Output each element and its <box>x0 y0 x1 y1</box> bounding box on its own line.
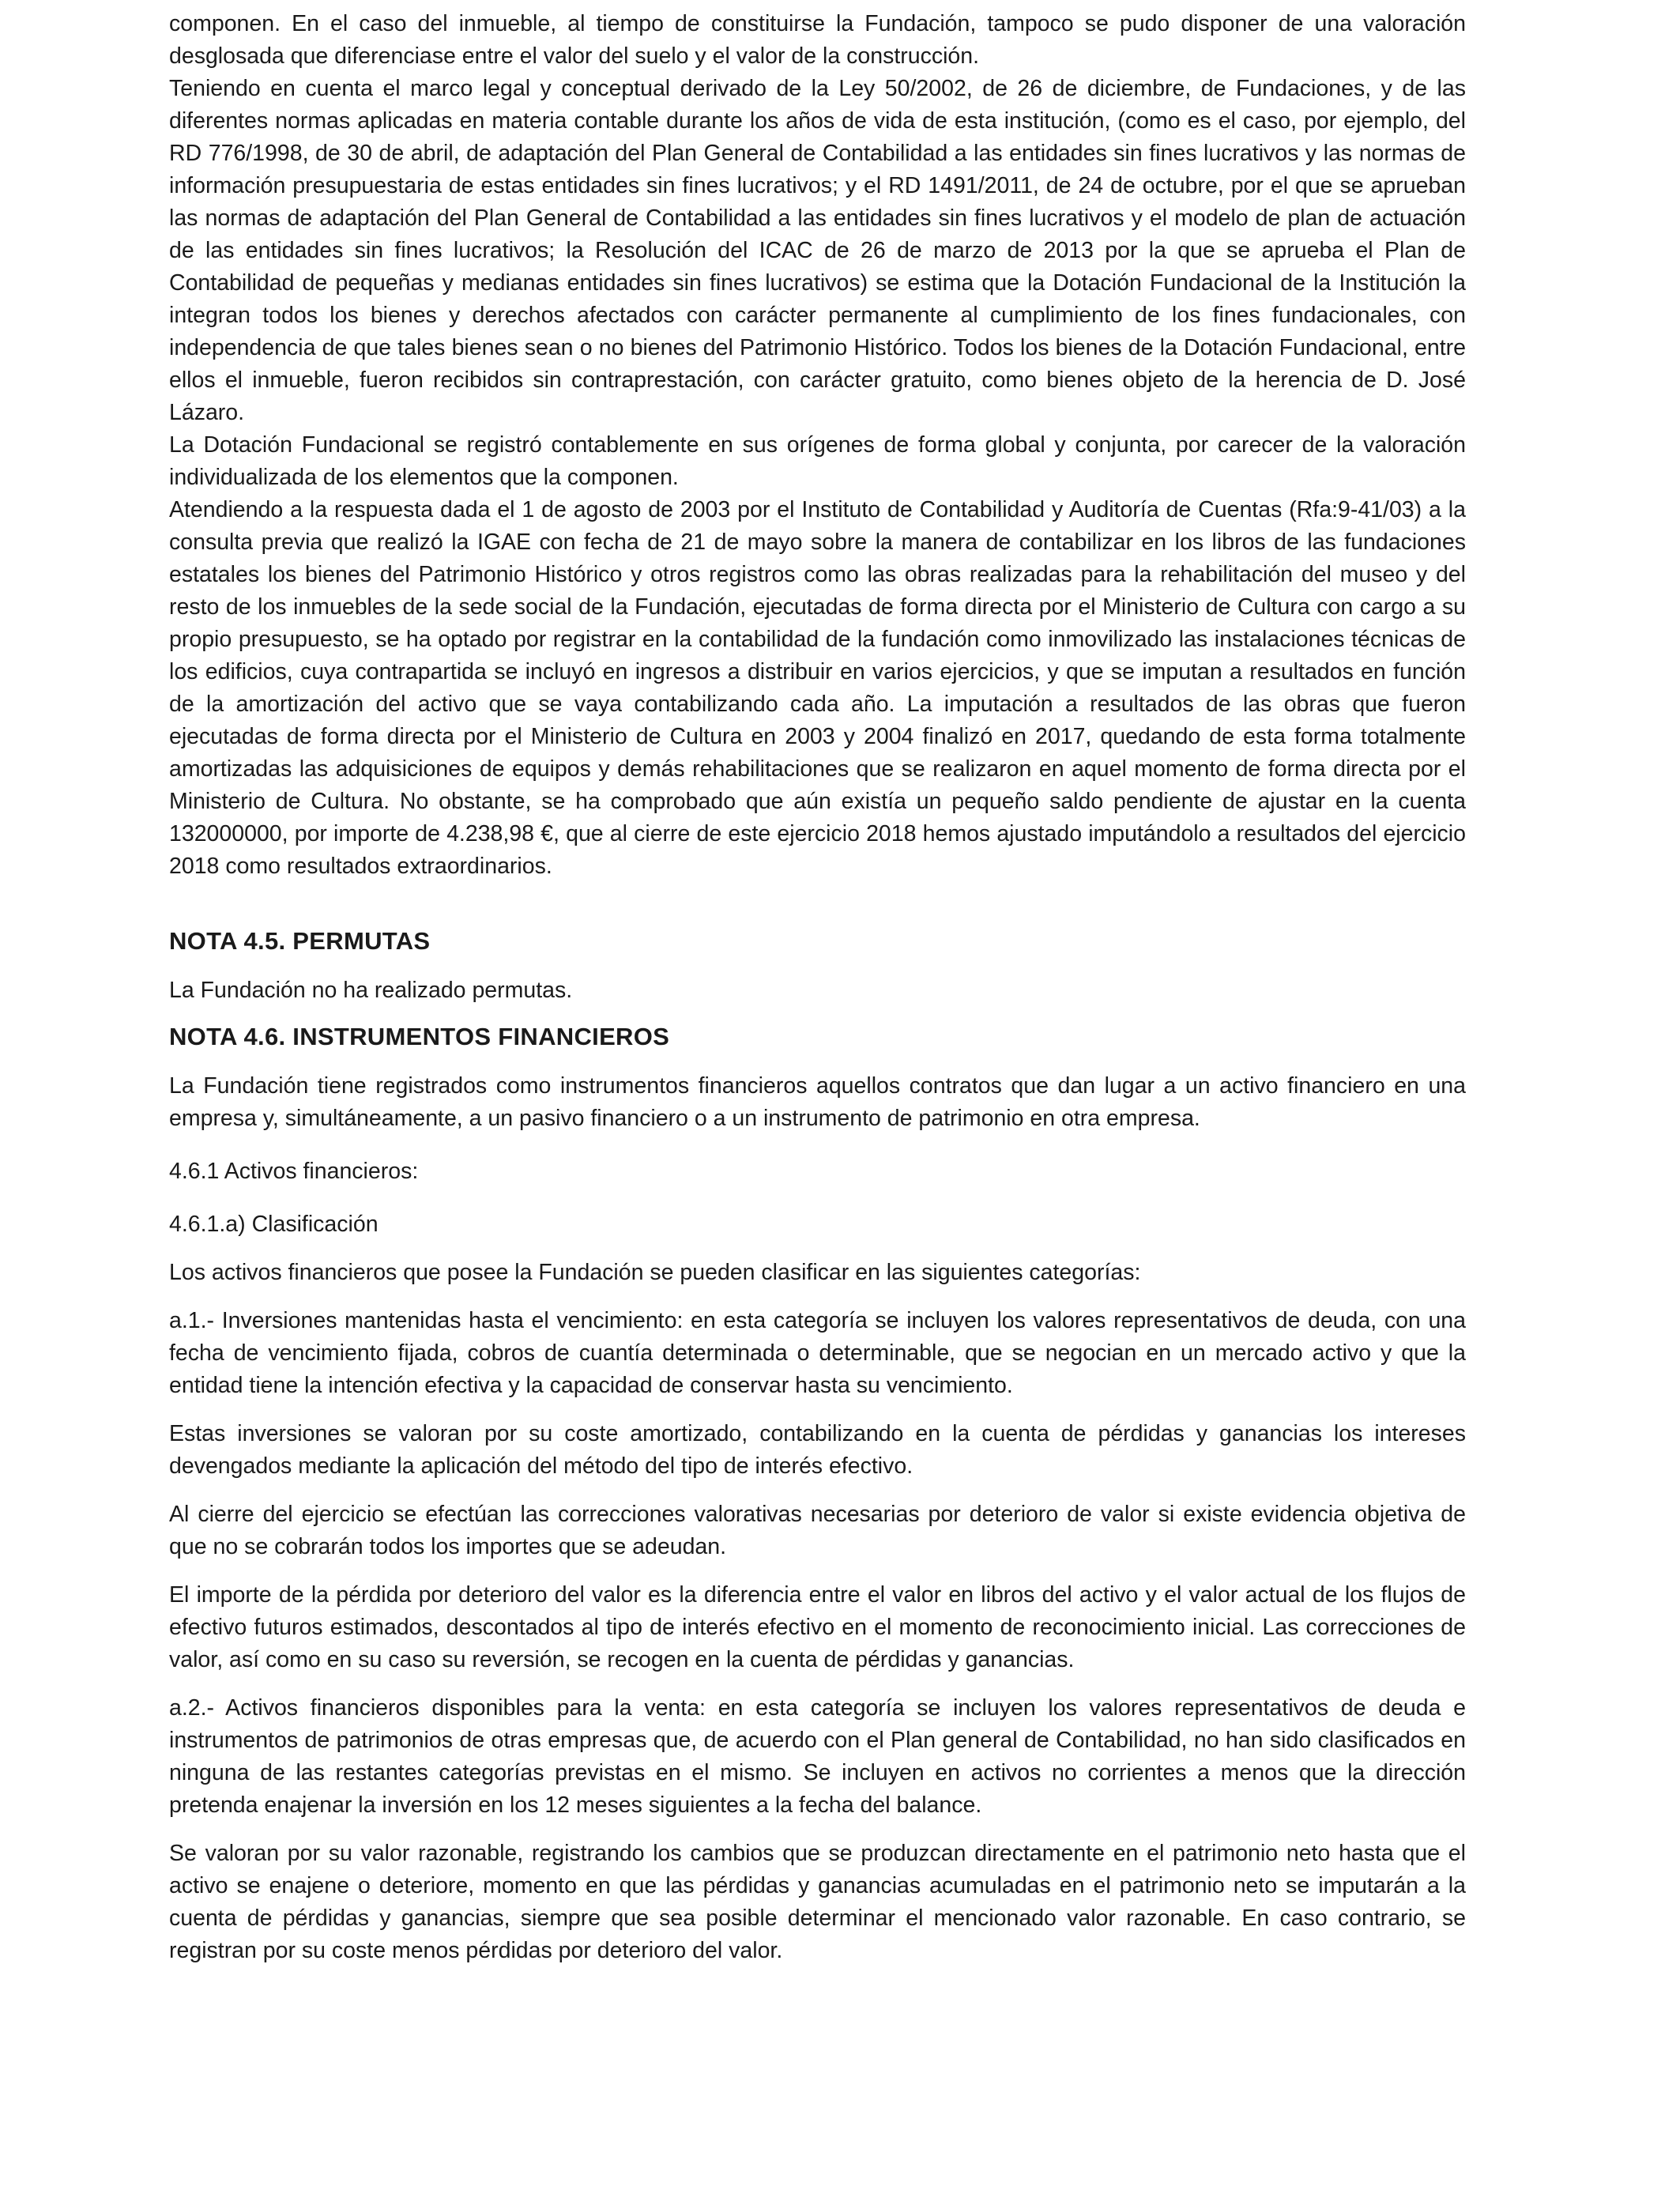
paragraph-icac: Atendiendo a la respuesta dada el 1 de agosto de 2003 por el Instituto de Contabilidad y Auditoría de Cuentas (Rfa:9-41/03) a la consulta previa que realizó la IGAE con fecha de 21 de mayo sobre la manera de contabilizar en los libros de las fundaciones estatales los bienes del Patrimonio Histórico y otros registros como las obras realizadas para la rehabilitación del museo y del resto de los inmuebles de la sede social de la Fundación, ejecutadas de forma directa por el Ministerio de Cultura con cargo a su propio presupuesto, se ha optado por registrar en la contabilidad de la fundación como inmovilizado las instalaciones técnicas de los edificios, cuya contrapartida se incluyó en ingresos a distribuir en varios ejercicios, y que se imputan a resultados en función de la amortización del activo que se vaya contabilizando cada año. La imputación a resultados de las obras que fueron ejecutadas de forma directa por el Ministerio de Cultura en 2003 y 2004 finalizó en 2017, quedando de esta forma totalmente amortizadas las adquisiciones de equipos y demás rehabilitaciones que se realizaron en aquel momento de forma directa por el Ministerio de Cultura. No obstante, se ha comprobado que aún existía un pequeño saldo pendiente de ajustar en la cuenta 132000000, por importe de 4.238,98 €, que al cierre de este ejercicio 2018 hemos ajustado imputándolo a resultados del ejercicio 2018 como resultados extraordinarios. <box>169 497 1466 879</box>
paragraph-permutas: La Fundación no ha realizado permutas. <box>169 978 573 1003</box>
paragraph-a1: a.1.- Inversiones mantenidas hasta el vencimiento: en esta categoría se incluyen los valores representativos de deuda, con una fecha de vencimiento fijada, cobros de cuantía determinada o determinable, que se negocian en un mercado activo y que la entidad tiene la intención efectiva y la capacidad de conservar hasta su vencimiento. <box>169 1308 1466 1398</box>
paragraph-coste-amortizado: Estas inversiones se valoran por su coste amortizado, contabilizando en la cuenta de pérdidas y ganancias los intereses devengados mediante la aplicación del método del tipo de interés efectivo. <box>169 1421 1466 1479</box>
top-text-block <box>169 8 1466 883</box>
paragraph-correcciones: Al cierre del ejercicio se efectúan las correcciones valorativas necesarias por deterioro de valor si existe evidencia objetiva de que no se cobrarán todos los importes que se adeudan. <box>169 1502 1466 1559</box>
paragraph-marco-legal: Teniendo en cuenta el marco legal y conceptual derivado de la Ley 50/2002, de 26 de diciembre, de Fundaciones, y de las diferentes normas aplicadas en materia contable durante los años de vida de esta institución, (como es el caso, por ejemplo, del RD 776/1998, de 30 de abril, de adaptación del Plan General de Contabilidad a las entidades sin fines lucrativos y las normas de información presupuestaria de estas entidades sin fines lucrativos; y el RD 1491/2011, de 24 de octubre, por el que se aprueban las normas de adaptación del Plan General de Contabilidad a las entidades sin fines lucrativos y el modelo de plan de actuación de las entidades sin fines lucrativos; la Resolución del ICAC de 26 de marzo de 2013 por la que se aprueba el Plan de Contabilidad de pequeñas y medianas entidades sin fines lucrativos) se estima que la Dotación Fundacional de la Institución la integran todos los bienes y derechos afectados con carácter permanente al cumplimiento de los fines fundacionales, con independencia de que tales bienes sean o no bienes del Patrimonio Histórico. Todos los bienes de la Dotación Fundacional, entre ellos el inmueble, fueron recibidos sin contraprestación, con carácter gratuito, como bienes objeto de la herencia de D. José Lázaro. <box>169 76 1466 425</box>
paragraph-dotacion: La Dotación Fundacional se registró contablemente en sus orígenes de forma global y conjunta, por carecer de la valoración individualizada de los elementos que la componen. <box>169 432 1466 490</box>
paragraph-a2: a.2.- Activos financieros disponibles para la venta: en esta categoría se incluyen los valores representativos de deuda e instrumentos de patrimonios de otras empresas que, de acuerdo con el Plan general de Contabilidad, no han sido clasificados en ninguna de las restantes categorías previstas en el mismo. Se incluyen en activos no corrientes a menos que la dirección pretenda enajenar la inversión en los 12 meses siguientes a la fecha del balance. <box>169 1695 1466 1818</box>
subheading-activos-financieros: 4.6.1 Activos financieros: <box>169 1159 419 1184</box>
paragraph-valor-razonable: Se valoran por su valor razonable, registrando los cambios que se produzcan directamente en el patrimonio neto hasta que el activo se enajene o deteriore, momento en que las pérdidas y ganancias acumuladas en el patrimonio neto se imputarán a la cuenta de pérdidas y ganancias, siempre que sea posible determinar el mencionado valor razonable. En caso contrario, se registran por su coste menos pérdidas por deterioro del valor. <box>169 1841 1466 1963</box>
subheading-clasificacion: 4.6.1.a) Clasificación <box>169 1212 379 1237</box>
paragraph-instrumentos-intro: La Fundación tiene registrados como instrumentos financieros aquellos contratos que dan lugar a un activo financiero en una empresa y, simultáneamente, a un pasivo financiero o a un instrumento de patrimonio en otra empresa. <box>169 1073 1466 1131</box>
paragraph-categorias: Los activos financieros que posee la Fundación se pueden clasificar en las siguientes categorías: <box>169 1260 1141 1285</box>
document-page <box>169 8 1466 1967</box>
paragraph-valoracion: componen. En el caso del inmueble, al tiempo de constituirse la Fundación, tampoco se pudo disponer de una valoración desglosada que diferenciase entre el valor del suelo y el valor de la construcción. <box>169 11 1466 69</box>
paragraph-perdida-deterioro: El importe de la pérdida por deterioro del valor es la diferencia entre el valor en libros del activo y el valor actual de los flujos de efectivo futuros estimados, descontados al tipo de interés efectivo en el momento de reconocimiento inicial. Las correcciones de valor, así como en su caso su reversión, se recogen en la cuenta de pérdidas y ganancias. <box>169 1582 1466 1672</box>
heading-nota-4-5: NOTA 4.5. PERMUTAS <box>169 927 431 955</box>
heading-nota-4-6: NOTA 4.6. INSTRUMENTOS FINANCIEROS <box>169 1023 670 1050</box>
